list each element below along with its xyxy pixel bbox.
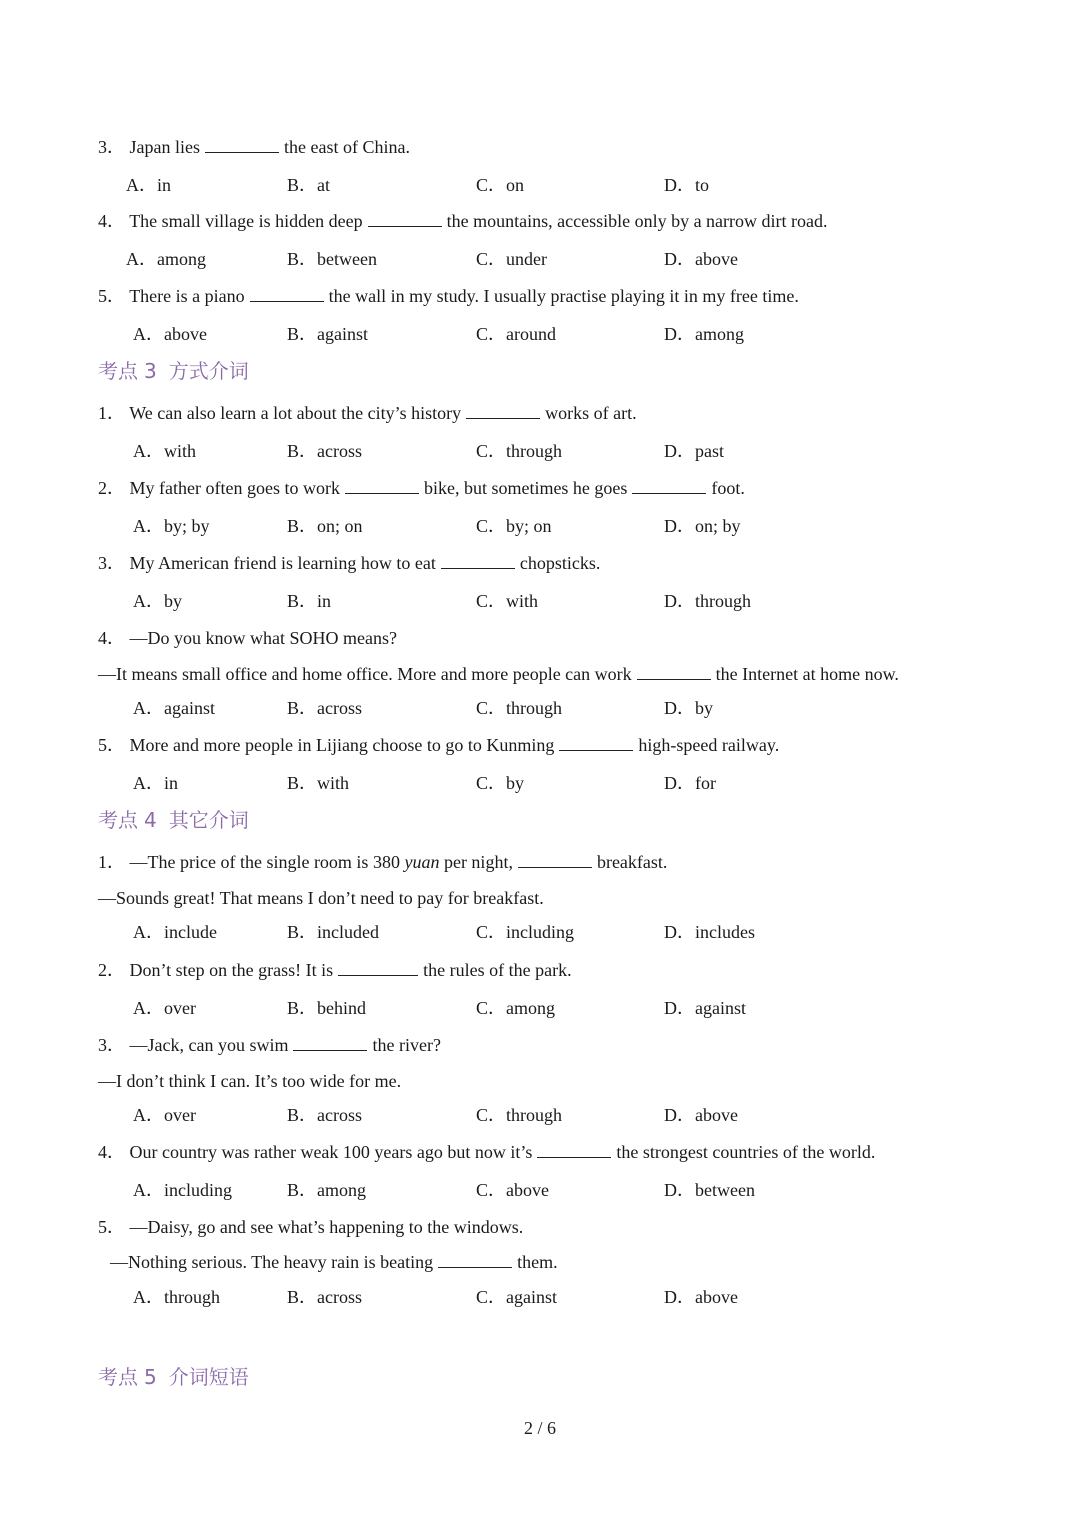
option-b: B．across [287,441,362,461]
answer-blank [632,477,706,494]
option-d: D．against [664,998,746,1018]
answer-blank [466,402,540,419]
option-b: B．on; on [287,516,363,536]
option-c: C．by; on [476,516,552,536]
question-2: 2． My father often goes to work bike, but sometimes he goes foot. [98,478,745,498]
question-5: 5． There is a piano the wall in my study. I usually practise playing it in my free time. [98,286,799,306]
option-c: C．by [476,773,525,793]
question-1: 1． We can also learn a lot about the city’s history works of art. [98,403,637,423]
question-2: 2． Don’t step on the grass! It is the rules of the park. [98,960,572,980]
option-b: B．between [287,249,377,269]
option-b: B．among [287,1180,366,1200]
option-b: B．across [287,698,362,718]
option-b: B．against [287,324,368,344]
section-heading-4: 考点 4 其它介词 [98,808,249,832]
answer-blank [637,663,711,680]
question-4: 4． Our country was rather weak 100 years ago but now it’s the strongest countries of the world. [98,1142,876,1162]
option-a: A．through [133,1287,220,1307]
option-d: D．includes [664,922,755,942]
question-4: 4． The small village is hidden deep the mountains, accessible only by a narrow dirt road. [98,211,828,231]
question-3: 3． —Jack, can you swim the river? [98,1035,441,1055]
option-a: A．over [133,998,196,1018]
option-c: C．around [476,324,556,344]
question-5-reply: —Nothing serious. The heavy rain is beating them. [110,1252,558,1272]
question-3: 3． Japan lies the east of China. [98,137,410,157]
question-4-reply: —It means small office and home office. More and more people can work the Internet at home now. [98,664,899,684]
option-c: C．under [476,249,547,269]
option-c: C．through [476,698,563,718]
option-d: D．by [664,698,713,718]
option-b: B．in [287,591,332,611]
answer-blank [293,1034,367,1051]
answer-blank [559,734,633,751]
answer-blank [537,1141,611,1158]
option-c: C．through [476,1105,563,1125]
answer-blank [345,477,419,494]
answer-blank [368,210,442,227]
option-c: C．against [476,1287,557,1307]
option-a: A．in [126,175,171,195]
question-3-reply: —I don’t think I can. It’s too wide for me. [98,1071,402,1091]
option-b: B．at [287,175,330,195]
option-a: A．include [133,922,217,942]
option-c: C．including [476,922,574,942]
option-d: D．among [664,324,744,344]
answer-blank [441,552,515,569]
option-d: D．to [664,175,709,195]
option-d: D．through [664,591,751,611]
answer-blank [438,1251,512,1268]
option-d: D．past [664,441,724,461]
question-4: 4． —Do you know what SOHO means? [98,628,397,648]
question-1-reply: —Sounds great! That means I don’t need to pay for breakfast. [98,888,544,908]
option-a: A．in [133,773,178,793]
answer-blank [518,851,592,868]
option-b: B．with [287,773,350,793]
question-3: 3． My American friend is learning how to eat chopsticks. [98,553,601,573]
answer-blank [205,136,279,153]
option-d: D．above [664,1287,738,1307]
option-b: B．across [287,1105,362,1125]
answer-blank [338,959,418,976]
answer-blank [250,285,324,302]
option-d: D．for [664,773,716,793]
question-1: 1． —The price of the single room is 380 yuan per night, breakfast. [98,852,668,872]
option-d: D．above [664,1105,738,1125]
option-a: A．by; by [133,516,210,536]
question-5: 5． More and more people in Lijiang choose to go to Kunming high-speed railway. [98,735,780,755]
option-a: A．with [133,441,196,461]
option-c: C．above [476,1180,549,1200]
option-a: A．over [133,1105,196,1125]
option-b: B．behind [287,998,366,1018]
option-b: B．across [287,1287,362,1307]
option-a: A．above [133,324,207,344]
section-heading-3: 考点 3 方式介词 [98,359,249,383]
option-a: A．against [133,698,215,718]
page-number: 2 / 6 [523,1418,556,1438]
option-a: A．by [133,591,182,611]
option-a: A．among [126,249,206,269]
option-c: C．among [476,998,555,1018]
option-b: B．included [287,922,379,942]
section-heading-5: 考点 5 介词短语 [98,1365,249,1389]
option-c: C．with [476,591,539,611]
option-d: D．between [664,1180,755,1200]
option-a: A．including [133,1180,232,1200]
option-c: C．through [476,441,563,461]
option-d: D．on; by [664,516,741,536]
option-d: D．above [664,249,738,269]
question-5: 5． —Daisy, go and see what’s happening to the windows. [98,1217,524,1237]
option-c: C．on [476,175,525,195]
